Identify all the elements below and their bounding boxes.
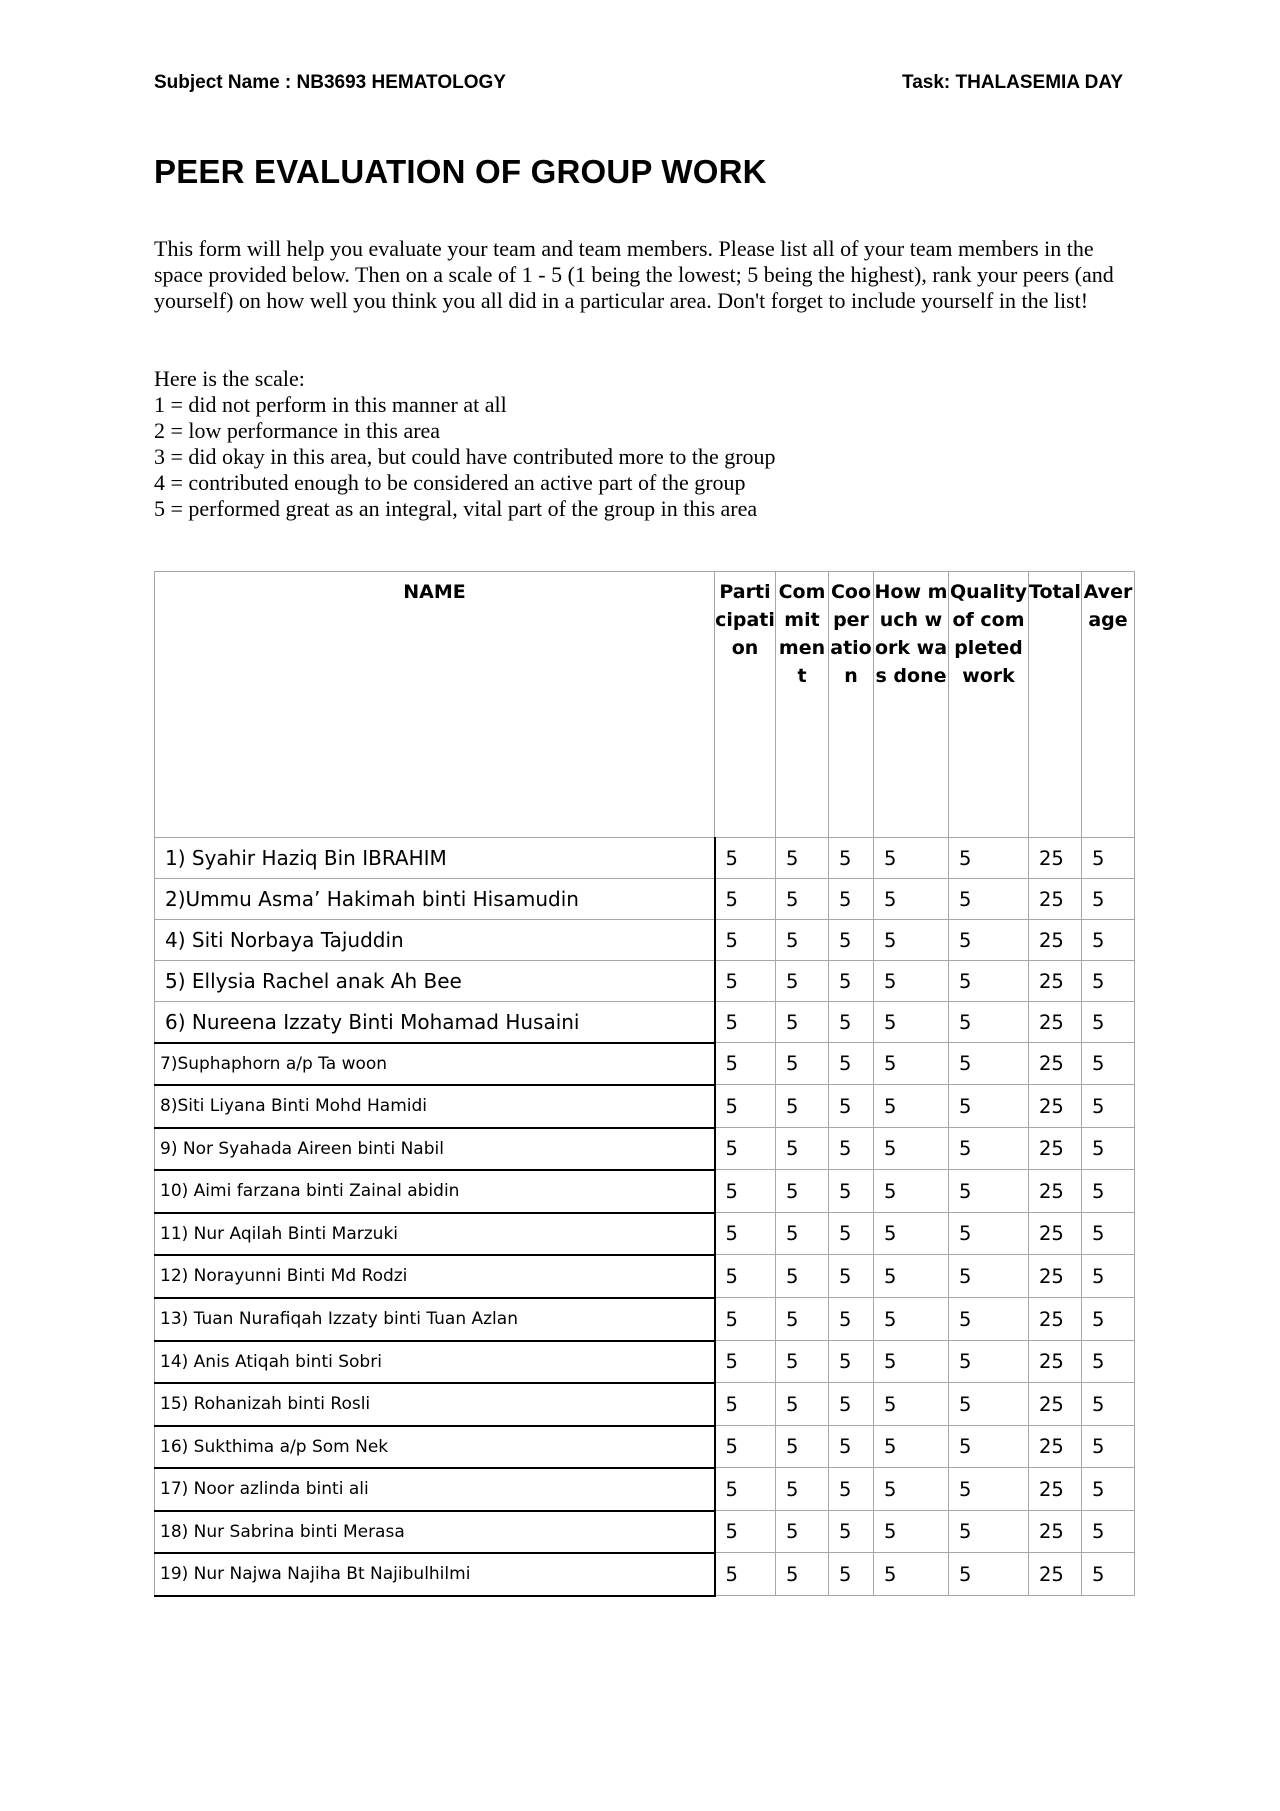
col-header-name: NAME	[155, 572, 715, 838]
table-body	[155, 838, 1135, 1596]
score-cooperation: 5	[829, 1426, 874, 1468]
score-commitment: 5	[776, 879, 829, 920]
score-cooperation: 5	[829, 1383, 874, 1426]
score-cooperation: 5	[829, 1128, 874, 1170]
score-cooperation: 5	[829, 1002, 874, 1043]
score-work-done: 5	[874, 1255, 949, 1298]
score-cooperation: 5	[829, 1170, 874, 1213]
score-participation: 5	[715, 1002, 776, 1043]
table-row	[155, 1341, 1135, 1383]
score-cooperation: 5	[829, 1085, 874, 1128]
score-cooperation: 5	[829, 961, 874, 1002]
score-cooperation: 5	[829, 1468, 874, 1511]
scale-item-2: 2 = low performance in this area	[154, 418, 441, 443]
score-cooperation: 5	[829, 1213, 874, 1255]
intro-paragraph: This form will help you evaluate your team and team members. Please list all of your team members in the space provided below. Then on a scale of 1 - 5 (1 being the lowest; 5 being the highest), rank your peers (and yourself) on how well you think you all did in a particular area. Don't forget to include yourself in the list!	[154, 236, 1114, 313]
score-commitment: 5	[776, 1553, 829, 1596]
score-quality: 5	[949, 1511, 1029, 1553]
score-work-done: 5	[874, 1128, 949, 1170]
col-header-quality: Quality of completed work	[949, 572, 1029, 838]
member-name: 4) Siti Norbaya Tajuddin	[155, 920, 715, 961]
score-quality: 5	[949, 1002, 1029, 1043]
scale-item-5: 5 = performed great as an integral, vital part of the group in this area	[154, 496, 758, 521]
score-quality: 5	[949, 1383, 1029, 1426]
score-participation: 5	[715, 838, 776, 879]
score-work-done: 5	[874, 1085, 949, 1128]
score-quality: 5	[949, 1553, 1029, 1596]
table-row	[155, 1043, 1135, 1085]
score-participation: 5	[715, 1043, 776, 1085]
col-header-participation: Participation	[715, 572, 776, 838]
table-row	[155, 1383, 1135, 1426]
score-work-done: 5	[874, 961, 949, 1002]
score-work-done: 5	[874, 1213, 949, 1255]
score-work-done: 5	[874, 1341, 949, 1383]
member-name: 15) Rohanizah binti Rosli	[155, 1383, 715, 1426]
score-average: 5	[1082, 1085, 1135, 1128]
score-commitment: 5	[776, 1043, 829, 1085]
member-name: 5) Ellysia Rachel anak Ah Bee	[155, 961, 715, 1002]
member-name: 18) Nur Sabrina binti Merasa	[155, 1511, 715, 1553]
score-commitment: 5	[776, 961, 829, 1002]
score-participation: 5	[715, 1128, 776, 1170]
score-commitment: 5	[776, 1128, 829, 1170]
score-cooperation: 5	[829, 1341, 874, 1383]
score-work-done: 5	[874, 920, 949, 961]
score-participation: 5	[715, 1170, 776, 1213]
score-total: 25	[1029, 1085, 1082, 1128]
evaluation-table	[154, 571, 1135, 1597]
score-quality: 5	[949, 1170, 1029, 1213]
score-work-done: 5	[874, 1426, 949, 1468]
score-total: 25	[1029, 1383, 1082, 1426]
score-work-done: 5	[874, 1043, 949, 1085]
score-quality: 5	[949, 1468, 1029, 1511]
score-total: 25	[1029, 1341, 1082, 1383]
score-quality: 5	[949, 1426, 1029, 1468]
task-name: Task: THALASEMIA DAY	[902, 72, 1123, 93]
score-participation: 5	[715, 1468, 776, 1511]
score-participation: 5	[715, 1298, 776, 1341]
score-participation: 5	[715, 1511, 776, 1553]
member-name: 6) Nureena Izzaty Binti Mohamad Husaini	[155, 1002, 715, 1043]
score-commitment: 5	[776, 1085, 829, 1128]
score-cooperation: 5	[829, 1043, 874, 1085]
member-name: 19) Nur Najwa Najiha Bt Najibulhilmi	[155, 1553, 715, 1596]
score-quality: 5	[949, 961, 1029, 1002]
table-header-row	[155, 572, 1135, 838]
score-average: 5	[1082, 1043, 1135, 1085]
col-header-commitment: Commitment	[776, 572, 829, 838]
score-total: 25	[1029, 1213, 1082, 1255]
score-total: 25	[1029, 879, 1082, 920]
score-commitment: 5	[776, 1341, 829, 1383]
score-average: 5	[1082, 1468, 1135, 1511]
table-row	[155, 838, 1135, 879]
score-participation: 5	[715, 1426, 776, 1468]
score-work-done: 5	[874, 838, 949, 879]
score-participation: 5	[715, 920, 776, 961]
scale-legend	[154, 366, 1134, 522]
score-participation: 5	[715, 961, 776, 1002]
score-work-done: 5	[874, 1002, 949, 1043]
member-name: 13) Tuan Nurafiqah Izzaty binti Tuan Azlan	[155, 1298, 715, 1341]
table-row	[155, 1128, 1135, 1170]
score-work-done: 5	[874, 1298, 949, 1341]
score-average: 5	[1082, 838, 1135, 879]
score-work-done: 5	[874, 1468, 949, 1511]
col-header-cooperation: Cooperation	[829, 572, 874, 838]
score-average: 5	[1082, 1341, 1135, 1383]
score-average: 5	[1082, 1511, 1135, 1553]
score-average: 5	[1082, 1213, 1135, 1255]
score-total: 25	[1029, 1553, 1082, 1596]
score-participation: 5	[715, 1255, 776, 1298]
scale-item-1: 1 = did not perform in this manner at all	[154, 392, 507, 417]
scale-heading: Here is the scale:	[154, 366, 305, 391]
score-commitment: 5	[776, 1426, 829, 1468]
score-quality: 5	[949, 920, 1029, 961]
score-work-done: 5	[874, 1383, 949, 1426]
score-cooperation: 5	[829, 1553, 874, 1596]
score-average: 5	[1082, 1002, 1135, 1043]
score-average: 5	[1082, 1383, 1135, 1426]
score-total: 25	[1029, 1255, 1082, 1298]
table-row	[155, 879, 1135, 920]
table-row	[155, 1002, 1135, 1043]
score-quality: 5	[949, 838, 1029, 879]
score-quality: 5	[949, 1128, 1029, 1170]
table-row	[155, 1553, 1135, 1596]
score-quality: 5	[949, 1255, 1029, 1298]
table-row	[155, 961, 1135, 1002]
score-commitment: 5	[776, 920, 829, 961]
score-cooperation: 5	[829, 1511, 874, 1553]
score-total: 25	[1029, 920, 1082, 961]
score-work-done: 5	[874, 1553, 949, 1596]
score-average: 5	[1082, 1170, 1135, 1213]
score-commitment: 5	[776, 1002, 829, 1043]
score-average: 5	[1082, 961, 1135, 1002]
score-cooperation: 5	[829, 1298, 874, 1341]
score-average: 5	[1082, 879, 1135, 920]
score-work-done: 5	[874, 1511, 949, 1553]
score-total: 25	[1029, 1128, 1082, 1170]
score-commitment: 5	[776, 838, 829, 879]
member-name: 16) Sukthima a/p Som Nek	[155, 1426, 715, 1468]
member-name: 2)Ummu Asma’ Hakimah binti Hisamudin	[155, 879, 715, 920]
score-average: 5	[1082, 1553, 1135, 1596]
score-commitment: 5	[776, 1468, 829, 1511]
score-commitment: 5	[776, 1383, 829, 1426]
scale-item-3: 3 = did okay in this area, but could have contributed more to the group	[154, 444, 776, 469]
table-row	[155, 1426, 1135, 1468]
score-quality: 5	[949, 1085, 1029, 1128]
member-name: 7)Suphaphorn a/p Ta woon	[155, 1043, 715, 1085]
score-total: 25	[1029, 1511, 1082, 1553]
table-row	[155, 1170, 1135, 1213]
col-header-work-done: How much work was done	[874, 572, 949, 838]
score-quality: 5	[949, 1298, 1029, 1341]
score-cooperation: 5	[829, 920, 874, 961]
table-row	[155, 1255, 1135, 1298]
score-average: 5	[1082, 1128, 1135, 1170]
page-title: PEER EVALUATION OF GROUP WORK	[154, 153, 767, 190]
score-total: 25	[1029, 961, 1082, 1002]
score-cooperation: 5	[829, 1255, 874, 1298]
scale-item-4: 4 = contributed enough to be considered an active part of the group	[154, 470, 746, 495]
score-cooperation: 5	[829, 879, 874, 920]
score-participation: 5	[715, 879, 776, 920]
table-row	[155, 1085, 1135, 1128]
score-average: 5	[1082, 920, 1135, 961]
table-row	[155, 1298, 1135, 1341]
score-average: 5	[1082, 1426, 1135, 1468]
score-quality: 5	[949, 1213, 1029, 1255]
member-name: 10) Aimi farzana binti Zainal abidin	[155, 1170, 715, 1213]
member-name: 14) Anis Atiqah binti Sobri	[155, 1341, 715, 1383]
score-work-done: 5	[874, 879, 949, 920]
score-quality: 5	[949, 1043, 1029, 1085]
member-name: 1) Syahir Haziq Bin IBRAHIM	[155, 838, 715, 879]
table-row	[155, 920, 1135, 961]
score-total: 25	[1029, 1298, 1082, 1341]
score-participation: 5	[715, 1553, 776, 1596]
table-row	[155, 1511, 1135, 1553]
score-commitment: 5	[776, 1170, 829, 1213]
table-row	[155, 1213, 1135, 1255]
col-header-total: Total	[1029, 572, 1082, 838]
score-total: 25	[1029, 1468, 1082, 1511]
score-total: 25	[1029, 838, 1082, 879]
score-work-done: 5	[874, 1170, 949, 1213]
score-commitment: 5	[776, 1255, 829, 1298]
score-participation: 5	[715, 1085, 776, 1128]
score-cooperation: 5	[829, 838, 874, 879]
score-commitment: 5	[776, 1213, 829, 1255]
score-total: 25	[1029, 1002, 1082, 1043]
score-commitment: 5	[776, 1298, 829, 1341]
score-participation: 5	[715, 1341, 776, 1383]
score-quality: 5	[949, 1341, 1029, 1383]
member-name: 17) Noor azlinda binti ali	[155, 1468, 715, 1511]
member-name: 11) Nur Aqilah Binti Marzuki	[155, 1213, 715, 1255]
score-average: 5	[1082, 1255, 1135, 1298]
table-row	[155, 1468, 1135, 1511]
score-average: 5	[1082, 1298, 1135, 1341]
score-total: 25	[1029, 1170, 1082, 1213]
score-total: 25	[1029, 1043, 1082, 1085]
score-total: 25	[1029, 1426, 1082, 1468]
subject-name: Subject Name : NB3693 HEMATOLOGY	[154, 72, 506, 93]
member-name: 12) Norayunni Binti Md Rodzi	[155, 1255, 715, 1298]
score-commitment: 5	[776, 1511, 829, 1553]
score-quality: 5	[949, 879, 1029, 920]
member-name: 8)Siti Liyana Binti Mohd Hamidi	[155, 1085, 715, 1128]
score-participation: 5	[715, 1383, 776, 1426]
score-participation: 5	[715, 1213, 776, 1255]
col-header-average: Average	[1082, 572, 1135, 838]
member-name: 9) Nor Syahada Aireen binti Nabil	[155, 1128, 715, 1170]
